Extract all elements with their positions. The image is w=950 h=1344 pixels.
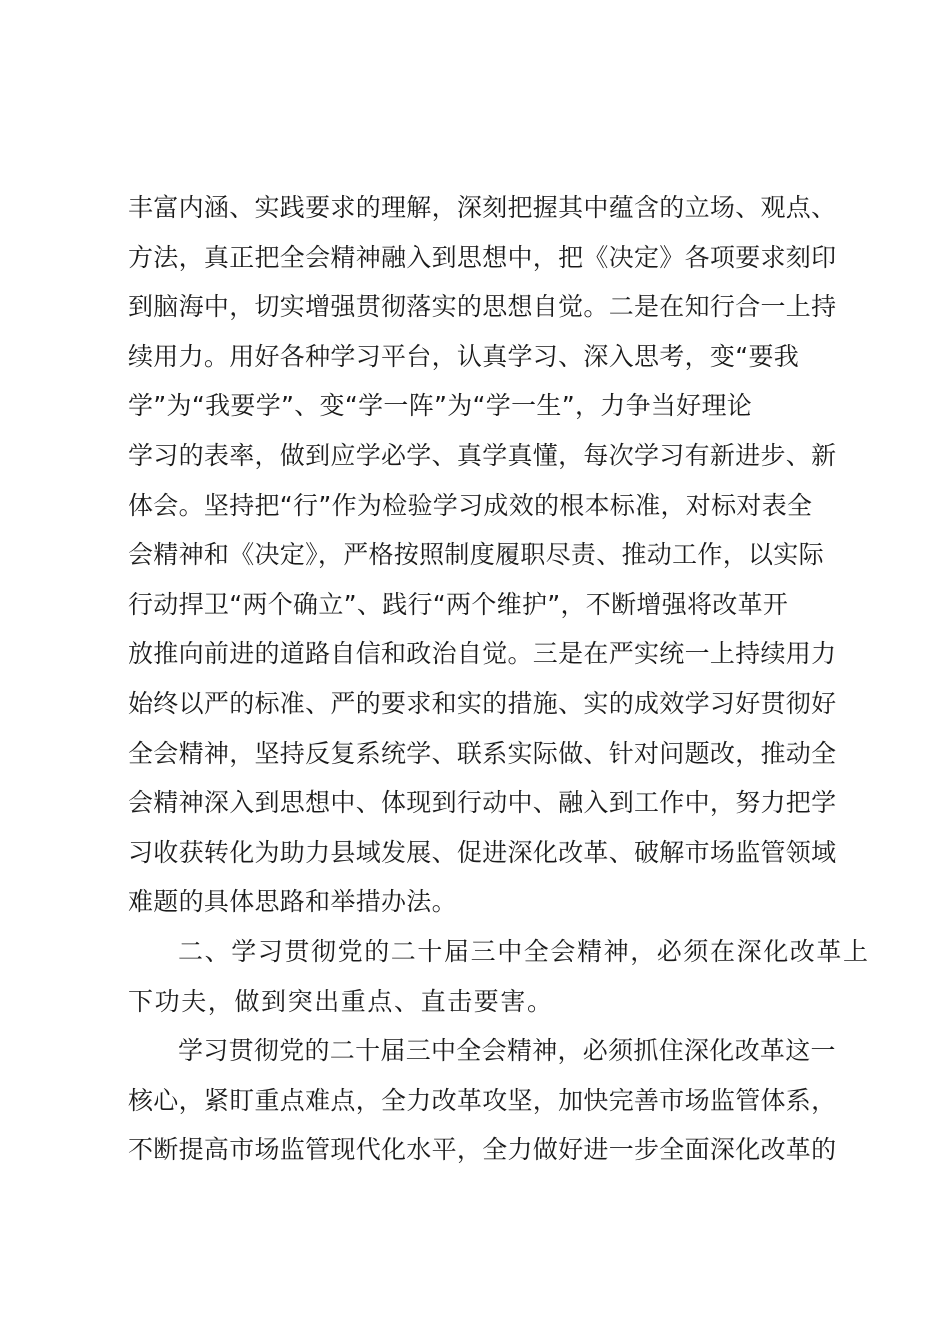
document-body bbox=[128, 183, 870, 1175]
text-line: 体会。坚持把“行”作为检验学习成效的根本标准，对标对表全 bbox=[128, 490, 813, 520]
text-line: 丰富内涵、实践要求的理解，深刻把握其中蕴含的立场、观点、 bbox=[128, 193, 837, 222]
text-line: 放推向前进的道路自信和政治自觉。三是在严实统一上持续用力 bbox=[128, 639, 837, 669]
text-line: 学”为“我要学”、变“学一阵”为“学一生”，力争当好理论 bbox=[128, 391, 753, 421]
text-line: 习收获转化为助力县域发展、促进深化改革、破解市场监管领域 bbox=[128, 837, 837, 867]
text-line: 核心，紧盯重点难点，全力改革攻坚，加快完善市场监管体系， bbox=[128, 1085, 837, 1115]
text-line: 会精神深入到思想中、体现到行动中、融入到工作中，努力把学 bbox=[128, 788, 837, 818]
text-line: 续用力。用好各种学习平台，认真学习、深入思考，变“要我 bbox=[128, 341, 800, 371]
text-line: 到脑海中，切实增强贯彻落实的思想自觉。二是在知行合一上持 bbox=[128, 292, 837, 322]
text-line: 行动捍卫“两个确立”、践行“两个维护”，不断增强将改革开 bbox=[128, 589, 789, 619]
text-line: 方法，真正把全会精神融入到思想中，把《决定》各项要求刻印 bbox=[128, 242, 837, 272]
text-line: 不断提高市场监管现代化水平，全力做好进一步全面深化改革的 bbox=[128, 1135, 837, 1165]
text-line: 难题的具体思路和举措办法。 bbox=[128, 887, 457, 917]
text-line: 学习贯彻党的二十届三中全会精神，必须抓住深化改革这一 bbox=[178, 1036, 836, 1066]
section-heading-line: 下功夫，做到突出重点、直击要害。 bbox=[128, 986, 554, 1016]
section-heading-line: 二、学习贯彻党的二十届三中全会精神，必须在深化改革上 bbox=[178, 936, 870, 966]
text-line: 全会精神，坚持反复系统学、联系实际做、针对问题改，推动全 bbox=[128, 738, 837, 768]
text-line: 会精神和《决定》，严格按照制度履职尽责、推动工作，以实际 bbox=[128, 540, 824, 570]
text-line: 始终以严的标准、严的要求和实的措施、实的成效学习好贯彻好 bbox=[128, 688, 837, 718]
text-line: 学习的表率，做到应学必学、真学真懂，每次学习有新进步、新 bbox=[128, 440, 837, 470]
